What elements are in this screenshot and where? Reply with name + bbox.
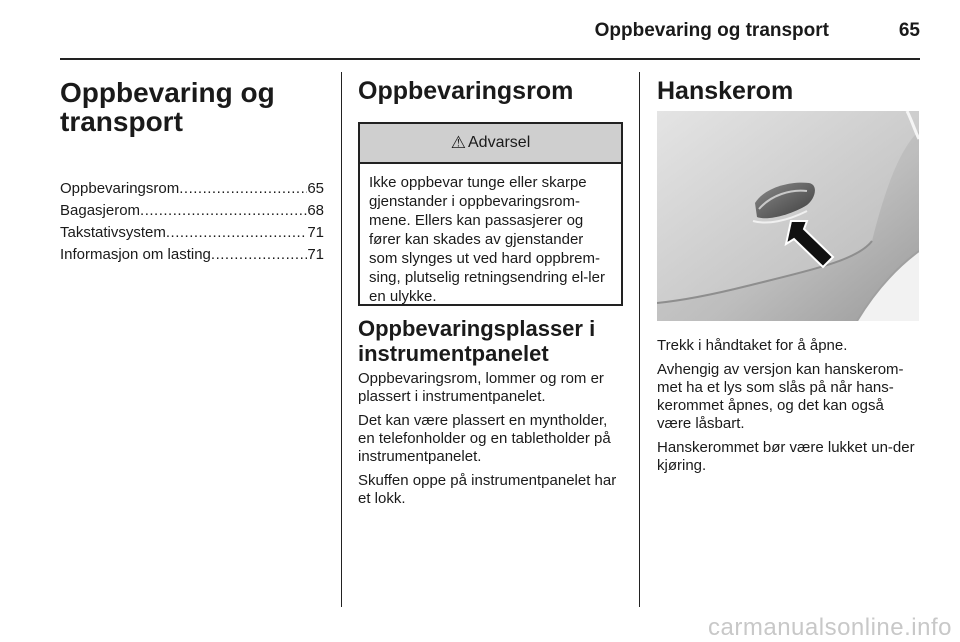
watermark: carmanualsonline.info	[708, 614, 952, 641]
column-divider-left	[341, 72, 342, 607]
warning-triangle-icon: ⚠	[450, 133, 466, 152]
paragraph: Det kan være plassert en myntholder, en telefonholder og en tabletholder på instrumentpanelet.	[358, 412, 611, 465]
toc-leader-dots	[166, 222, 307, 244]
toc-entry-label: Oppbevaringsrom	[60, 180, 180, 197]
paragraph: Avhengig av versjon kan hanskerom-met ha et lys som slås på når hans-kerommet åpnes, og det kan også være låsbart.	[657, 361, 904, 432]
paragraph: Trekk i håndtaket for å åpne.	[657, 337, 848, 354]
toc-entry[interactable]	[60, 244, 324, 266]
warning-text: Ikke oppbevar tunge eller skarpe gjenstander i oppbevaringsrom-mene. Ellers kan passasjerer og fører kan skades av gjenstander som slynges ut ved hard oppbrem-sing, plutselig retningsendring el-ler en ulykke.	[369, 174, 605, 305]
table-of-contents	[60, 178, 324, 266]
paragraph: Skuffen oppe på instrumentpanelet har et lokk.	[358, 472, 617, 507]
toc-entry-page: 71	[307, 246, 324, 263]
toc-entry[interactable]	[60, 222, 324, 244]
paragraph: Oppbevaringsrom, lommer og rom er plassert i instrumentpanelet.	[358, 370, 604, 405]
warning-title: Advarsel	[468, 134, 531, 151]
chapter-title: Oppbevaring og transport	[60, 77, 275, 137]
storage-body	[358, 370, 624, 514]
toc-entry-page: 68	[307, 202, 324, 219]
toc-entry[interactable]	[60, 178, 324, 200]
subheading-instrument-panel: Oppbevaringsplasser i instrumentpanelet	[358, 316, 596, 366]
toc-entry[interactable]	[60, 200, 324, 222]
warning-header	[360, 124, 621, 164]
page-number: 65	[898, 20, 920, 41]
glovebox-body	[657, 337, 921, 481]
warning-box	[358, 122, 623, 306]
toc-leader-dots	[179, 178, 307, 200]
toc-entry-label: Takstativsystem	[60, 224, 166, 241]
toc-entry-page: 71	[307, 224, 324, 241]
toc-entry-page: 65	[307, 180, 324, 197]
column-divider-right	[639, 72, 640, 607]
glovebox-heading: Hanskerom	[657, 77, 794, 105]
glovebox-handle-illustration-icon	[657, 111, 919, 321]
toc-entry-label: Bagasjerom	[60, 202, 141, 219]
toc-leader-dots	[211, 244, 307, 266]
toc-leader-dots	[140, 200, 307, 222]
running-header-title: Oppbevaring og transport	[594, 20, 829, 41]
toc-entry-label: Informasjon om lasting	[60, 246, 211, 263]
header-rule	[60, 58, 920, 60]
paragraph: Hanskerommet bør være lukket un-der kjøring.	[657, 439, 915, 474]
storage-heading: Oppbevaringsrom	[358, 77, 574, 105]
glovebox-photo	[657, 111, 919, 321]
